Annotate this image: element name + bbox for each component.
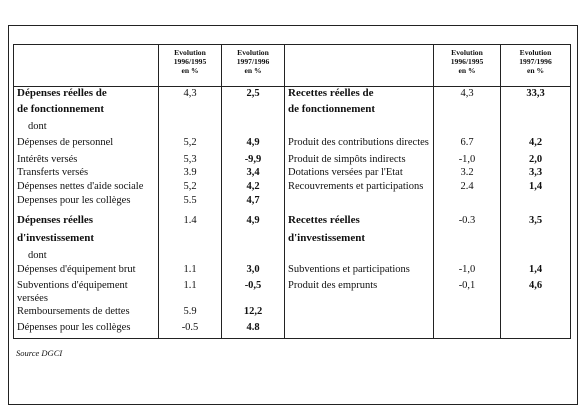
value-right-1997-1996: 1,4 bbox=[501, 180, 571, 194]
source-note: Source DGCI bbox=[16, 348, 63, 358]
header-left-1996-1995: Evolution 1996/1995 en % bbox=[159, 45, 222, 87]
value-right-1996-1995: -0.3 bbox=[434, 214, 501, 232]
row-label-right: Produit de simpôts indirects bbox=[285, 153, 434, 166]
row-label: Intérêts versés bbox=[17, 153, 78, 165]
value-right-1996-1995 bbox=[434, 194, 501, 214]
value-1997-1996 bbox=[222, 120, 285, 136]
value-right-1996-1995: 3.2 bbox=[434, 166, 501, 180]
table-row bbox=[14, 214, 571, 232]
header-blank-left bbox=[14, 45, 159, 87]
value-right-1996-1995 bbox=[434, 305, 501, 321]
row-label: dont bbox=[28, 249, 47, 261]
row-label: Dépenses de personnel bbox=[17, 136, 114, 148]
value-1996-1995: -0.5 bbox=[159, 321, 222, 339]
row-label-right bbox=[285, 120, 434, 136]
table-row bbox=[14, 321, 571, 339]
value-right-1996-1995 bbox=[434, 249, 501, 263]
row-label-right bbox=[285, 194, 434, 214]
row-label: Dépenses d'équipement brut bbox=[17, 263, 136, 275]
table-row bbox=[14, 103, 571, 120]
value-1996-1995 bbox=[159, 249, 222, 263]
table-row bbox=[14, 166, 571, 180]
header-right-1997-1996: Evolution 1997/1996 en % bbox=[501, 45, 571, 87]
value-1996-1995: 1.1 bbox=[159, 279, 222, 305]
table-row bbox=[14, 279, 571, 305]
table-row bbox=[14, 87, 571, 103]
row-label-right: Subventions et participations bbox=[285, 263, 434, 279]
value-right-1997-1996: 4,6 bbox=[501, 279, 571, 305]
row-label: Dépenses réelles bbox=[17, 213, 94, 226]
value-right-1997-1996: 33,3 bbox=[501, 87, 571, 103]
value-1996-1995: 5,2 bbox=[159, 180, 222, 194]
row-label-right bbox=[285, 305, 434, 321]
value-right-1996-1995 bbox=[434, 120, 501, 136]
value-1996-1995: 1.1 bbox=[159, 263, 222, 279]
row-label-right: Recouvrements et participations bbox=[285, 180, 434, 194]
table-row bbox=[14, 305, 571, 321]
row-label: de fonctionnement bbox=[17, 102, 105, 115]
table-row bbox=[14, 249, 571, 263]
table-row bbox=[14, 153, 571, 166]
value-1996-1995 bbox=[159, 120, 222, 136]
table-row bbox=[14, 194, 571, 214]
header-right-1996-1995: Evolution 1996/1995 en % bbox=[434, 45, 501, 87]
value-1997-1996: 4,9 bbox=[222, 136, 285, 153]
value-1996-1995 bbox=[159, 232, 222, 249]
value-1997-1996: 4,2 bbox=[222, 180, 285, 194]
value-right-1997-1996 bbox=[501, 305, 571, 321]
table-row bbox=[14, 232, 571, 249]
header-blank-right bbox=[285, 45, 434, 87]
table-row bbox=[14, 263, 571, 279]
row-label: Dépenses pour les collèges bbox=[17, 321, 131, 333]
value-right-1997-1996: 3,3 bbox=[501, 166, 571, 180]
value-1996-1995: 1.4 bbox=[159, 214, 222, 232]
row-label-right bbox=[285, 321, 434, 339]
row-label: Remboursements de dettes bbox=[17, 305, 130, 317]
row-label: Subventions d'équipement versées bbox=[17, 279, 128, 304]
value-right-1997-1996: 4,2 bbox=[501, 136, 571, 153]
value-1996-1995: 4,3 bbox=[159, 87, 222, 103]
value-1997-1996: 4.8 bbox=[222, 321, 285, 339]
row-label-right: d'investissement bbox=[285, 232, 434, 249]
row-label-right: Recettes réelles bbox=[285, 214, 434, 232]
row-label-right: Produit des emprunts bbox=[285, 279, 434, 305]
row-label: Transferts versés bbox=[17, 166, 89, 178]
header-row bbox=[14, 45, 571, 87]
value-1997-1996: 2,5 bbox=[222, 87, 285, 103]
table-body bbox=[14, 87, 571, 339]
value-right-1997-1996 bbox=[501, 321, 571, 339]
value-right-1996-1995: 6.7 bbox=[434, 136, 501, 153]
budget-evolution-table bbox=[13, 44, 571, 339]
value-right-1997-1996 bbox=[501, 194, 571, 214]
value-1996-1995: 5,3 bbox=[159, 153, 222, 166]
row-label: Dépenses réelles de bbox=[17, 87, 107, 99]
value-right-1997-1996: 1,4 bbox=[501, 263, 571, 279]
row-label-right bbox=[285, 249, 434, 263]
header-left-1997-1996: Evolution 1997/1996 en % bbox=[222, 45, 285, 87]
value-1997-1996: 4,7 bbox=[222, 194, 285, 214]
value-right-1996-1995: -1,0 bbox=[434, 263, 501, 279]
value-1997-1996: 12,2 bbox=[222, 305, 285, 321]
value-right-1996-1995: -0,1 bbox=[434, 279, 501, 305]
value-right-1997-1996 bbox=[501, 249, 571, 263]
table-row bbox=[14, 120, 571, 136]
table-row bbox=[14, 136, 571, 153]
value-right-1997-1996: 3,5 bbox=[501, 214, 571, 232]
value-1997-1996 bbox=[222, 232, 285, 249]
value-1997-1996: -9,9 bbox=[222, 153, 285, 166]
value-right-1996-1995 bbox=[434, 321, 501, 339]
value-right-1997-1996 bbox=[501, 120, 571, 136]
value-right-1996-1995: -1,0 bbox=[434, 153, 501, 166]
value-right-1996-1995: 2.4 bbox=[434, 180, 501, 194]
value-right-1997-1996 bbox=[501, 232, 571, 249]
value-right-1996-1995 bbox=[434, 232, 501, 249]
value-1997-1996: 4,9 bbox=[222, 214, 285, 232]
row-label: Dépenses nettes d'aide sociale bbox=[17, 180, 144, 192]
value-right-1996-1995 bbox=[434, 103, 501, 120]
value-1997-1996: 3,4 bbox=[222, 166, 285, 180]
row-label-right: Recettes réelles de bbox=[285, 87, 434, 103]
row-label-right: de fonctionnement bbox=[285, 103, 434, 120]
value-1997-1996: -0,5 bbox=[222, 279, 285, 305]
row-label: Depenses pour les collèges bbox=[17, 194, 131, 206]
value-1996-1995: 5,2 bbox=[159, 136, 222, 153]
row-label-right: Dotations versées par l'Etat bbox=[285, 166, 434, 180]
value-1996-1995 bbox=[159, 103, 222, 120]
value-1997-1996: 3,0 bbox=[222, 263, 285, 279]
value-1997-1996 bbox=[222, 103, 285, 120]
value-right-1996-1995: 4,3 bbox=[434, 87, 501, 103]
value-right-1997-1996: 2,0 bbox=[501, 153, 571, 166]
value-1996-1995: 5.5 bbox=[159, 194, 222, 214]
row-label: dont bbox=[28, 120, 47, 132]
row-label-right: Produit des contributions directes bbox=[285, 136, 434, 153]
table-row bbox=[14, 180, 571, 194]
value-right-1997-1996 bbox=[501, 103, 571, 120]
row-label: d'investissement bbox=[17, 231, 94, 244]
value-1996-1995: 3.9 bbox=[159, 166, 222, 180]
value-1996-1995: 5.9 bbox=[159, 305, 222, 321]
value-1997-1996 bbox=[222, 249, 285, 263]
